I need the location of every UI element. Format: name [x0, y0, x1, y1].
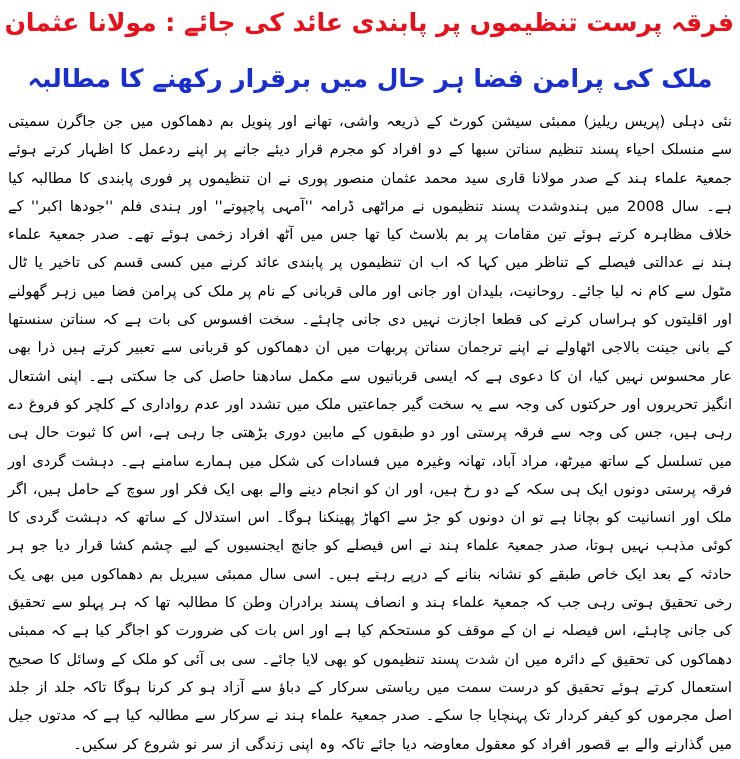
article-headline: فرقہ پرست تنظیموں پر پابندی عائد کی جائے : مولانا عثمان	[4, 8, 734, 37]
article-body: نئی دہلی (پریس ریلیز) ممبئی سیشن کورٹ کے ذریعہ واشی، تھانے اور پنویل بم دھماکوں میں جن جاگرن سمیتی سے منسلک احیاء پسند تنظیم سناتن سبھا کے دو افراد کو مجرم قرار دیئے جانے پر اپنے ردعمل کا اظہار کرتے ہوئے جمعیۃ علماء ہند کے صدر مولانا قاری سید محمد عثمان منصور پوری نے ان تنظیموں پر فوری پابندی کا مطالبہ کیا ہے۔ سال 2008 میں ہندوشدت پسند تنظیموں نے مراٹھی ڈرامہ ''آمہی پاچپوتے'' اور ہندی فلم ''جودھا اکبر'' کے خلاف مظاہرہ کرتے ہوئے تین مقامات پر بم بلاسٹ کیا تھا جس میں آٹھ افراد زخمی ہوئے تھے۔ صدر جمعیۃ علماء ہند نے عدالتی فیصلے کے تناظر میں کہا کہ اب ان تنظیموں پر پابندی عائد کرنے میں کسی قسم کی تاخیر یا ٹال مٹول سے کام نہ لیا جائے۔ روحانیت، بلیدان اور جانی اور مالی قربانی کے نام پر ملک کی پرامن فضا میں زہر گھولنے اور اقلیتوں کو ہراساں کرنے کی قطعا اجازت نہیں دی جانی چاہئے۔ سخت افسوس کی بات ہے کہ سناتن سنستھا کے بانی جینت بالاجی اٹھاولے نے اپنے ترجمان سناتن پربھات میں ان دھماکوں کو قربانی سے تعبیر کرتے ہیں ذرا بھی عار محسوس نہیں کیا، ان کا دعوی ہے کہ ایسی قربانیوں سے مکمل سادھنا حاصل کی جا سکتی ہے۔ اپنی اشتعال انگیز تحریروں اور حرکتوں کی وجہ سے یہ سخت گیر جماعتیں ملک میں تشدد اور عدم رواداری کے کلچر کو فروغ دے رہی ہیں، جس کی وجہ سے فرقہ پرستی اور دو طبقوں کے مابین دوری بڑھتی جا رہی ہے، اس کا ثبوت حال ہی میں تسلسل کے ساتھ میرٹھ، مراد آباد، تھانہ وغیرہ میں فسادات کی شکل میں ہمارے سامنے ہے۔ دہشت گردی اور فرقہ پرستی دونوں ایک ہی سکہ کے دو رخ ہیں، اور ان کو انجام دینے والے بھی ایک فکر اور سوچ کے حامل ہیں، اگر ملک اور انسانیت کو بچانا ہے تو ان دونوں کو جڑ سے اکھاڑ پھینکنا ہوگا۔ اس استدلال کے ساتھ کہ دہشت گردی کا کوئی مذہب نہیں ہوتا، صدر جمعیۃ علماء ہند نے اس فیصلے کو جانچ ایجنسیوں کے لیے چشم کشا قرار دیا جو ہر حادثہ کے بعد ایک خاص طبقے کو نشانہ بنانے کے درپے رہتے ہیں۔ اسی سال ممبئی سیریل بم دھماکوں میں بھی یک رخی تحقیق ہوتی رہی جب کہ جمعیۃ علماء ہند و انصاف پسند برادران وطن کا مطالبہ تھا کہ ہر پہلو سے تحقیق کی جانی چاہئے، اس فیصلہ نے ان کے موقف کو مستحکم کیا ہے اور اس بات کی ضرورت کو اجاگر کیا ہے کہ ممبئی دھماکوں کی تحقیق کے دائرہ میں ان شدت پسند تنظیموں کو بھی لایا جائے۔ سی بی آئی کو ملک کے وسائل کا صحیح استعمال کرتے ہوئے تحقیق کو درست سمت میں ریاستی سرکار کے دباؤ سے آزاد ہو کر کرنا ہوگا تاکہ جلد از جلد اصل مجرموں کو کیفر کردار تک پہنچایا جا سکے۔ صدر جمعیۃ علماء ہند نے سرکار سے مطالبہ کیا ہے کہ مدتوں جیل میں گذارنے والے بے قصور افراد کو معقول معاوضہ دیا جائے تاکہ وہ اپنی زندگی از سر نو شروع کر سکیں۔	[8, 113, 732, 753]
article-subheadline: ملک کی پرامن فضا ہر حال میں برقرار رکھنے کا مطالبہ	[27, 64, 713, 93]
